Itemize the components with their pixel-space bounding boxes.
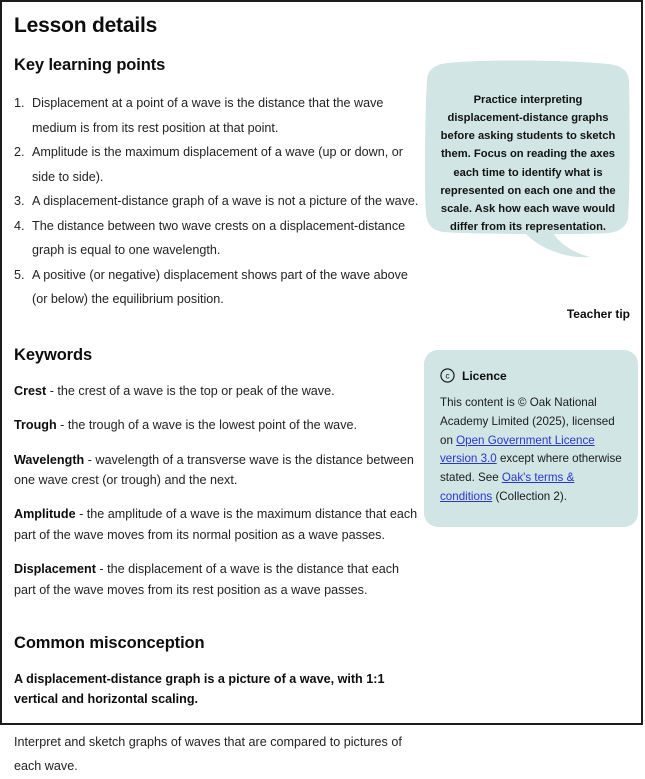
keywords-heading: Keywords <box>14 345 93 364</box>
teacher-tip-bubble <box>422 57 634 277</box>
licence-text-part-1: This content is © Oak National Academy Limited (2025), licensed on <box>440 396 615 447</box>
keyword-definition: - the trough of a wave is the lowest point of the wave. <box>56 418 357 433</box>
list-item <box>14 381 419 401</box>
teacher-tip-label: Teacher tip <box>566 307 630 321</box>
keywords-list <box>14 381 419 600</box>
keyword-term: Displacement <box>14 562 96 577</box>
main-column <box>14 10 419 779</box>
list-item: Displacement at a point of a wave is the distance that the wave medium is from its rest position at that point. <box>32 96 384 135</box>
licence-box <box>424 350 638 527</box>
svg-text:c: c <box>445 371 450 381</box>
keyword-term: Trough <box>14 418 57 433</box>
key-learning-points-list <box>14 91 419 312</box>
list-item <box>14 504 419 545</box>
keyword-term: Wavelength <box>14 452 85 467</box>
licence-heading: Licence <box>462 368 507 383</box>
keyword-definition: - the amplitude of a wave is the maximum distance that each part of the wave moves from its normal position as a wave passes. <box>14 507 418 542</box>
misconception-statement: A displacement-distance graph is a picture of a wave, with 1:1 vertical and horizontal scaling. <box>14 672 385 707</box>
licence-text <box>440 394 622 507</box>
list-item <box>14 450 419 491</box>
list-item: A displacement-distance graph of a wave is not a picture of the wave. <box>32 194 419 209</box>
teacher-tip-text: Practice interpreting displacement-distance graphs before asking students to sketch them. Focus on reading the axes each time to identify what is represented on each one and the scale. Ask how each wave would differ from its representation. <box>440 94 616 233</box>
licence-header <box>440 368 622 383</box>
sidebar-column <box>422 57 638 503</box>
page-content <box>2 2 645 774</box>
licence-text-part-2: except where otherwise stated. See <box>440 452 622 485</box>
keyword-term: Crest <box>14 383 47 398</box>
page-title: Lesson details <box>14 14 158 37</box>
key-learning-points-heading: Key learning points <box>14 56 166 74</box>
keyword-definition: - the displacement of a wave is the distance that each part of the wave moves from its rest position as a wave passes. <box>14 562 400 597</box>
open-government-licence-link[interactable]: Open Government Licence version 3.0 <box>440 433 595 466</box>
misconception-response: Interpret and sketch graphs of waves that are compared to pictures of each wave. <box>14 734 402 774</box>
list-item <box>14 415 419 435</box>
keyword-term: Amplitude <box>14 507 76 522</box>
copyright-icon <box>440 368 455 383</box>
oak-terms-and-conditions-link[interactable]: Oak's terms & conditions <box>440 471 575 503</box>
list-item: A positive (or negative) displacement shows part of the wave above (or below) the equilibrium position. <box>32 267 408 307</box>
list-item <box>14 559 419 600</box>
list-item: Amplitude is the maximum displacement of a wave (up or down, or side to side). <box>32 145 403 184</box>
keyword-definition: - the crest of a wave is the top or peak of the wave. <box>46 383 335 398</box>
keyword-definition: - wavelength of a transverse wave is the distance between one wave crest (or trough) and the next. <box>14 452 414 488</box>
licence-text-part-3: (Collection 2). <box>492 489 567 503</box>
common-misconception-heading: Common misconception <box>14 634 205 653</box>
list-item: The distance between two wave crests on a displacement-distance graph is equal to one wavelength. <box>32 218 406 258</box>
